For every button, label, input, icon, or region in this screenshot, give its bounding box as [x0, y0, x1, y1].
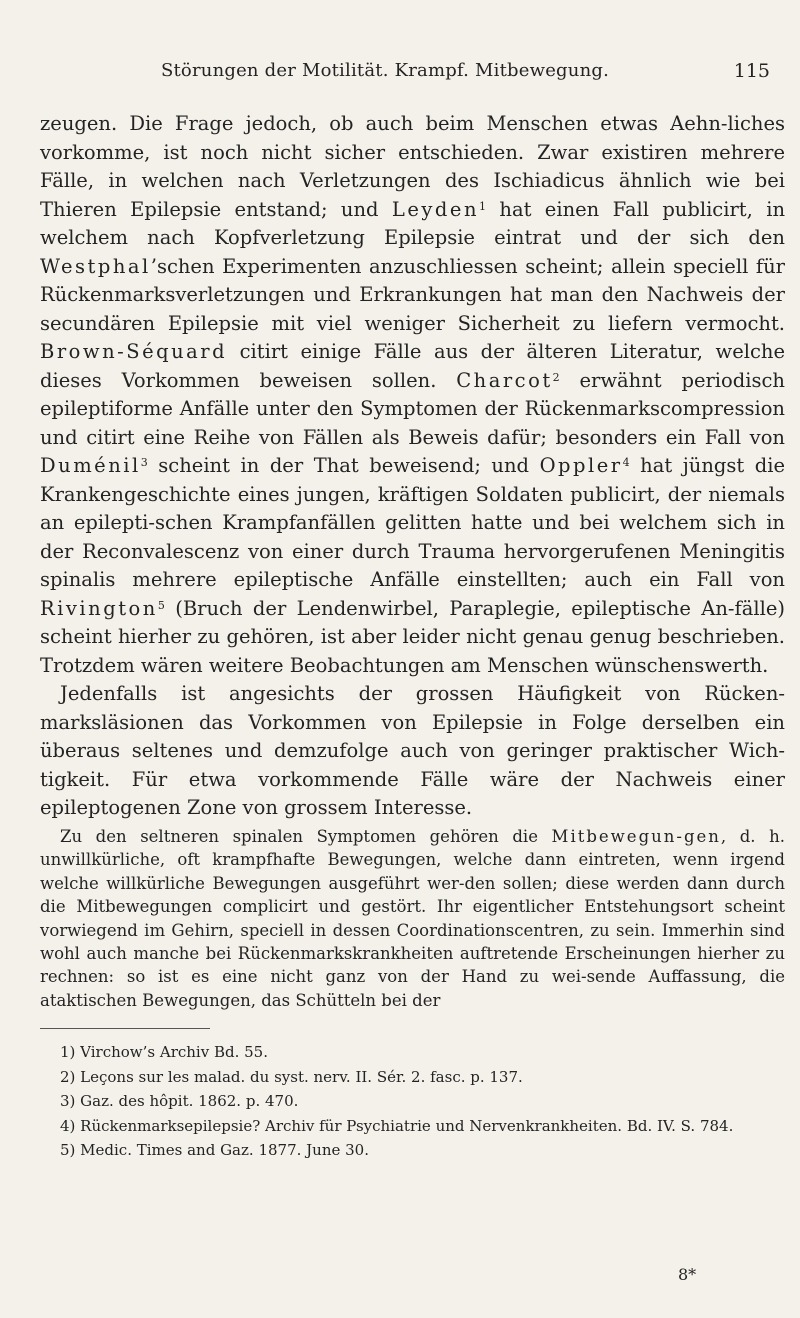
- author-rivington: Rivington: [40, 596, 158, 620]
- footnote-mark: 5: [157, 598, 165, 612]
- author-charcot: Charcot: [456, 368, 553, 392]
- author-brown-sequard: Brown-Séquard: [40, 340, 228, 363]
- footnote-4: 4) Rückenmarksepilepsie? Archiv für Psychiatrie und Nervenkrankheiten. Bd. IV. S. 784.: [60, 1116, 734, 1135]
- signature-mark: 8*: [678, 1265, 697, 1284]
- running-title: Störungen der Motilität. Krampf. Mitbewegung.: [160, 60, 610, 81]
- author-dumenil: Duménil: [40, 454, 141, 477]
- paragraph-1: zeugen. Die Frage jedoch, ob auch beim Menschen etwas Aehn-liches vorkomme, ist noch nicht sicher entschieden. Zwar existiren mehrere Fälle, in welchen nach Verletzungen des Ischiadicus ähnlich wie bei Thieren Epilepsie entstand; und Leyden$^1$ hat einen Fall publicirt, in welchem nach Kopfverletzung Epilepsie eintrat und der sich den Westphal’schen Experimenten anzuschliessen scheint; allein speciell für Rückenmarksverletzungen und Erkrankungen hat man den Nachweis der secundären Epilepsie mit viel weniger Sicherheit zu liefern vermocht. Brown-Séquard citirt einige Fälle aus der älteren Literatur, welche dieses Vorkommen beweisen sollen. Charcot$^2$ erwähnt periodisch epileptiforme Anfälle unter den Symptomen der Rückenmarkscompression und citirt eine Reihe von Fällen als Beweis dafür; besonders ein Fall von Duménil$^3$ scheint in der That beweisend; und Oppler$^4$ hat jüngst die Krankengeschichte eines jungen, kräftigen Soldaten publicirt, der niemals an epilepti-schen Krampfanfällen gelitten hatte und bei welchem sich in der Reconvalescenz von einer durch Trauma hervorgerufenen Meningitis spinalis mehrere epileptische Anfälle einstellten; auch ein Fall von Rivington$^5$ (Bruch der Lendenwirbel, Paraplegie, epileptische An-fälle) scheint hierher zu gehören, ist aber leider nicht genau genug beschrieben. Trotzdem wären weitere Beobachtungen am Menschen wünschenswerth.: [40, 112, 786, 677]
- small-print-section: [40, 825, 785, 1012]
- footnote-mark: 2: [552, 370, 560, 384]
- page-number: 115: [733, 60, 770, 82]
- footnote-3: 3) Gaz. des hôpit. 1862. p. 470.: [60, 1092, 299, 1110]
- main-text: [40, 110, 785, 823]
- footnote-5: 5) Medic. Times and Gaz. 1877. June 30.: [60, 1141, 369, 1159]
- footnote-divider: [40, 1028, 210, 1029]
- author-westphal: Westphal: [40, 254, 151, 278]
- footnote-2: 2) Leçons sur les malad. du syst. nerv. II. Sér. 2. fasc. p. 137.: [60, 1067, 523, 1086]
- term-mitbewegungen: Mitbewegun-gen: [551, 827, 721, 846]
- author-leyden: Leyden: [391, 197, 480, 221]
- footnote-mark: 4: [622, 456, 630, 469]
- page-header: [130, 60, 770, 84]
- footnote-1: 1) Virchow’s Archiv Bd. 55.: [60, 1043, 268, 1061]
- footnote-mark: 3: [140, 456, 148, 469]
- author-oppler: Oppler: [539, 454, 623, 477]
- paragraph-2: Jedenfalls ist angesichts der grossen Häufigkeit von Rücken-marksläsionen das Vorkommen von Epilepsie in Folge derselben ein überaus seltenes und demzufolge auch von geringer praktischer Wich-tigkeit. Für etwa vorkommende Fälle wäre der Nachweis einer epileptogenen Zone von grossem Interesse.: [40, 682, 785, 819]
- footnotes: [40, 1040, 785, 1163]
- paragraph-3: Zu den seltneren spinalen Symptomen gehören die Mitbewegun-gen, d. h. unwillkürliche, oft krampfhafte Bewegungen, welche dann eintreten, wenn irgend welche willkürliche Bewegungen ausgeführt wer-den sollen; diese werden dann durch die Mitbewegungen complicirt und gestört. Ihr eigentlicher Entstehungsort scheint vorwiegend im Gehirn, speciell in dessen Coordinationscentren, zu sein. Immerhin sind wohl auch manche bei Rückenmarkskrankheiten auftretende Erscheinungen hierher zu rechnen: so ist es eine nicht ganz von der Hand zu wei-sende Auffassung, die ataktischen Bewegungen, das Schütteln bei der: [40, 827, 785, 1010]
- footnote-mark: 1: [479, 199, 487, 213]
